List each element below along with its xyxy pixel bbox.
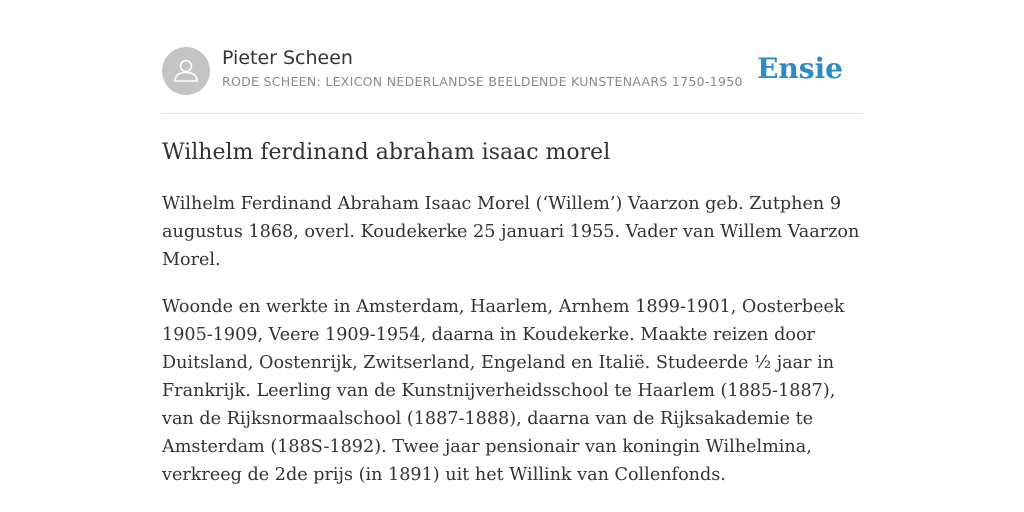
header-divider — [162, 113, 862, 114]
brand-logo[interactable]: Ensie — [757, 52, 843, 85]
article-title: Wilhelm ferdinand abraham isaac morel — [162, 140, 611, 165]
author-source: RODE SCHEEN: LEXICON NEDERLANDSE BEELDENDE KUNSTENAARS 1750-1950 — [222, 74, 743, 89]
avatar[interactable] — [162, 47, 210, 95]
article-paragraph: Wilhelm Ferdinand Abraham Isaac Morel (‘Willem’) Vaarzon geb. Zutphen 9 augustus 1868, overl. Koudekerke 25 januari 1955. Vader van Willem Vaarzon Morel. — [162, 194, 860, 270]
author-name[interactable]: Pieter Scheen — [222, 47, 353, 69]
article-body — [162, 190, 864, 508]
author-header — [162, 46, 862, 96]
user-silhouette-icon — [162, 47, 210, 95]
article-paragraph: Woonde en werkte in Amsterdam, Haarlem, Arnhem 1899-1901, Oosterbeek 1905-1909, Veere 1909-1954, daarna in Koudekerke. Maakte reizen door Duitsland, Oostenrijk, Zwitserland, Engeland en Italië. Studeerde ½ jaar in Frankrijk. Leerling van de Kunstnijverheidsschool te Haarlem (1885-1887), van de Rijksnormaalschool (1887-1888), daarna van de Rijksakademie te Amsterdam (188S-1892). Twee jaar pensionair van koningin Wilhelmina, verkreeg de 2de prijs (in 1891) uit het Willink van Collenfonds. — [162, 297, 845, 485]
